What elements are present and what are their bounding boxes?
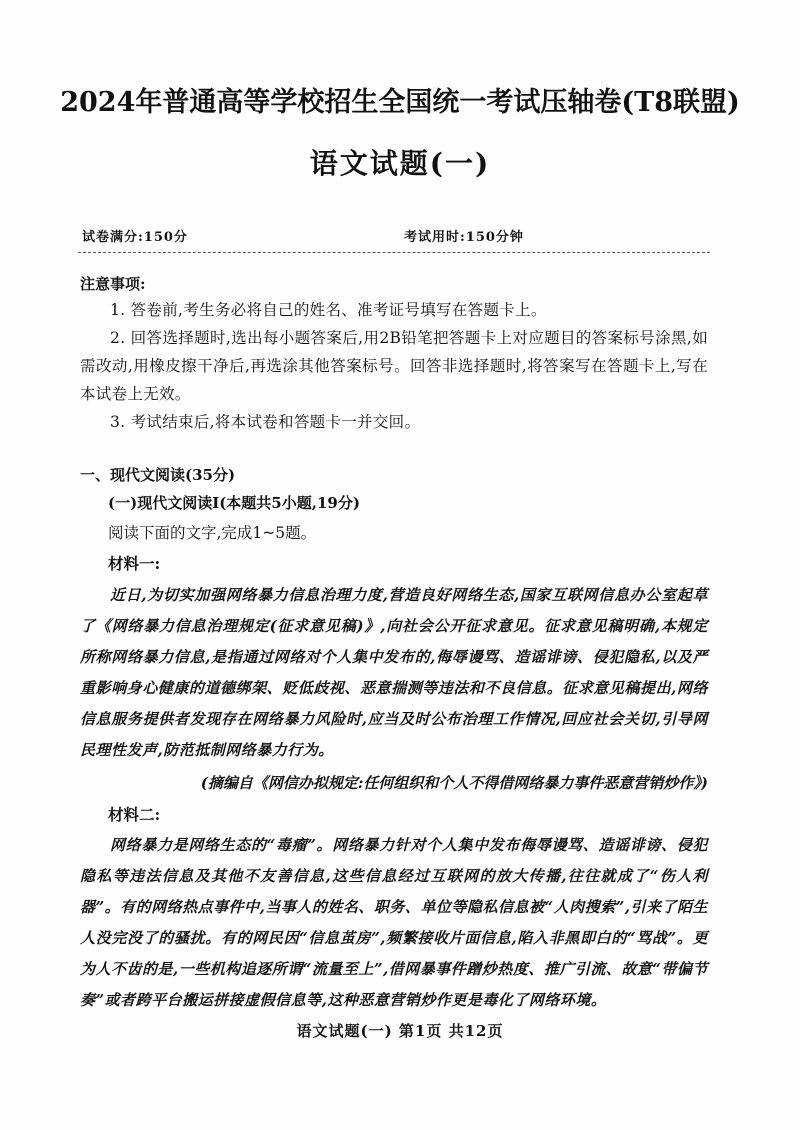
notice-heading: 注意事项: xyxy=(80,275,146,293)
subsection-heading: (一)现代文阅读Ⅰ(本题共5小题,19分) xyxy=(108,494,360,512)
page-footer: 语文试题(一) 第1页 共12页 xyxy=(296,1022,504,1040)
material-2-label: 材料二: xyxy=(108,805,161,824)
notice-item-3: 3. 考试结束后,将本试卷和答题卡一并交回。 xyxy=(110,413,421,431)
material-1-label: 材料一: xyxy=(108,554,161,573)
header-divider xyxy=(78,252,710,253)
material-1-source: (摘编自《网信办拟规定:任何组织和个人不得借网络暴力事件恶意营销炒作》) xyxy=(200,774,708,792)
material-2-text: 网络暴力是网络生态的“毒瘤”。网络暴力针对个人集中发布侮辱谩骂、造谣诽谤、侵犯隐私等违法信息及其他不友善信息,这些信息经过互联网的放大传播,往往就成了“伤人利器”。有的网络热点事件中,当事人的姓名、职务、单位等隐私信息被“人肉搜索”,引来了陌生人没完没了的骚扰。有的网民因“信息茧房”,频繁接收片面信息,陷入非黑即白的“骂战”。更为人不齿的是,一些机构追逐所谓“流量至上”,借网暴事件蹭炒热度、推广引流、故意“带偏节奏”或者跨平台搬运拼接虚假信息等,这种恶意营销炒作更是毒化了网络环境。 xyxy=(80,836,708,1009)
notice-item-1: 1. 答卷前,考生务必将自己的姓名、准考证号填写在答题卡上。 xyxy=(110,301,547,319)
material-1-text: 近日,为切实加强网络暴力信息治理力度,营造良好网络生态,国家互联网信息办公室起草了《网络暴力信息治理规定(征求意见稿)》,向社会公开征求意见。征求意见稿明确,本规定所称网络暴力信息,是指通过网络对个人集中发布的,侮辱谩骂、造谣诽谤、侵犯隐私,以及严重影响身心健康的道德绑架、贬低歧视、恶意揣测等违法和不良信息。征求意见稿提出,网络信息服务提供者发现存在网络暴力风险时,应当及时公布治理工作情况,回应社会关切,引导网民理性发声,防范抵制网络暴力行为。 xyxy=(80,586,708,759)
exam-time: 考试用时:150分钟 xyxy=(404,230,524,245)
reading-instruction: 阅读下面的文字,完成1~5题。 xyxy=(108,524,317,542)
section-heading: 一、现代文阅读(35分) xyxy=(80,466,236,484)
exam-subtitle: 语文试题(一) xyxy=(309,147,491,180)
notice-item-2: 2. 回答选择题时,选出每小题答案后,用2B铅笔把答题卡上对应题目的答案标号涂黑,如需改动,用橡皮擦干净后,再选涂其他答案标号。回答非选择题时,将答案写在答题卡上,写在本试卷上无效。 xyxy=(80,329,708,403)
full-score: 试卷满分:150分 xyxy=(82,230,188,245)
exam-title: 2024年普通高等学校招生全国统一考试压轴卷(T8联盟) xyxy=(60,87,740,118)
